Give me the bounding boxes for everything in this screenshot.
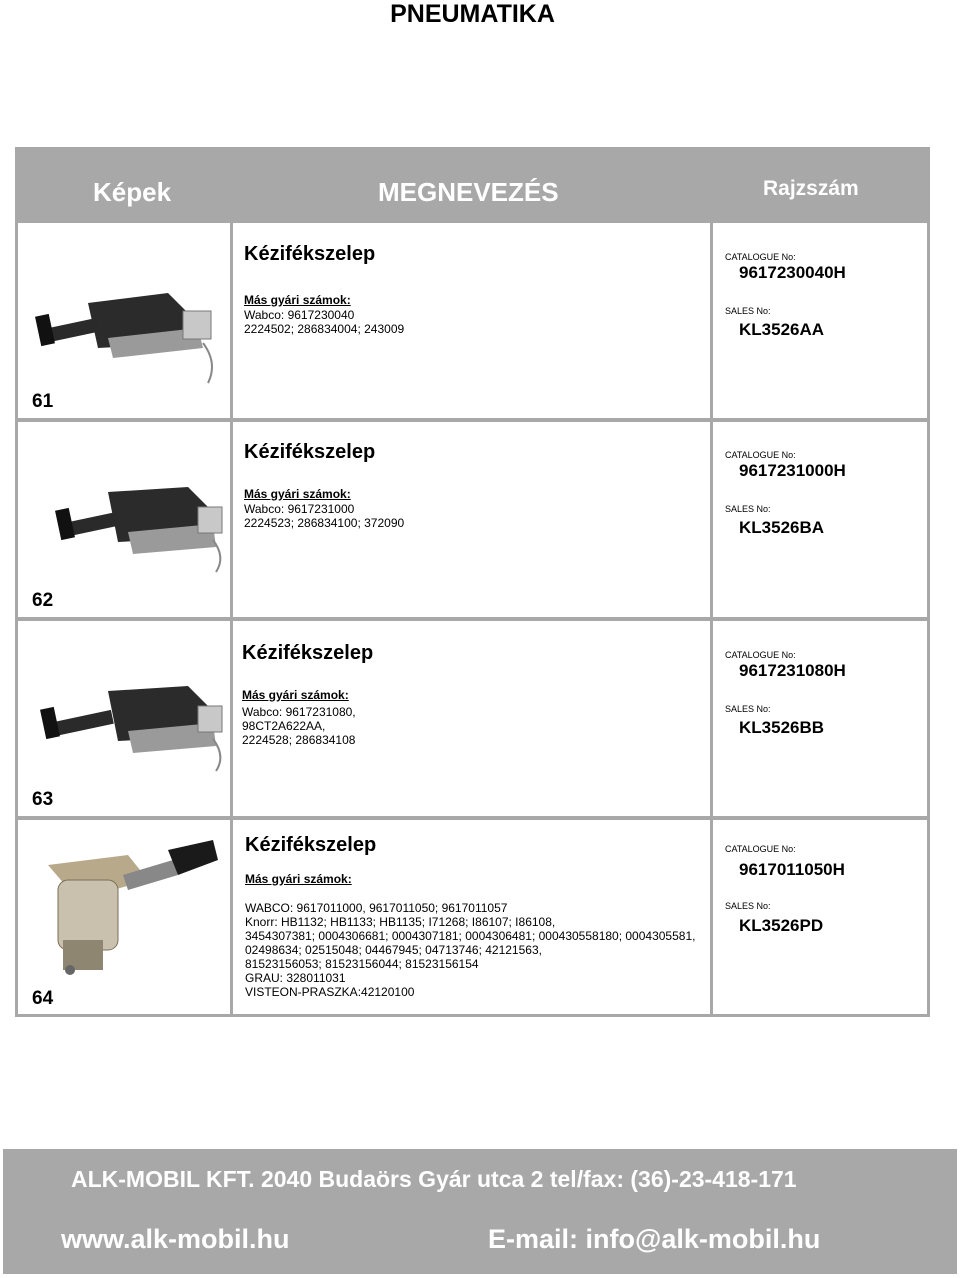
sales-number: KL3526PD — [739, 916, 824, 935]
catalogue-number: 9617231080H — [739, 661, 846, 680]
other-number-line: Wabco: 9617231080, — [242, 705, 356, 719]
website-link[interactable]: www.alk-mobil.hu — [61, 1224, 290, 1254]
code-cell — [713, 621, 927, 816]
catalogue-label: CATALOGUE No: — [725, 650, 796, 660]
row-number: 62 — [32, 590, 54, 611]
other-number-line: 3454307381; 0004306681; 0004307181; 0004306481; 000430558180; 0004305581, — [245, 929, 696, 943]
other-number-line: WABCO: 9617011000, 9617011050; 9617011057 — [245, 901, 508, 915]
catalogue-number: 9617011050H — [739, 860, 845, 879]
table-header — [15, 147, 930, 222]
code-cell — [713, 223, 927, 418]
image-cell — [18, 422, 230, 617]
table-row — [15, 820, 930, 1014]
code-cell — [713, 820, 927, 1014]
other-number-line: GRAU: 328011031 — [245, 971, 346, 985]
other-number-line: 2224523; 286834100; 372090 — [244, 516, 405, 530]
sales-label: SALES No: — [725, 704, 771, 714]
image-cell — [18, 223, 230, 418]
table-row — [15, 223, 930, 418]
other-number-line: VISTEON-PRASZKA:42120100 — [245, 985, 415, 999]
product-name: Kézifékszelep — [244, 243, 376, 265]
name-cell — [233, 621, 710, 816]
sales-label: SALES No: — [725, 504, 771, 514]
valve-image — [18, 422, 230, 617]
footer — [3, 1149, 957, 1274]
name-cell — [233, 422, 710, 617]
other-number-line: 81523156053; 81523156044; 81523156154 — [245, 957, 479, 971]
other-number-line: 2224528; 286834108 — [242, 733, 356, 747]
other-number-line: 98CT2A622AA, — [242, 719, 326, 733]
name-cell — [233, 223, 710, 418]
other-numbers-label: Más gyári számok: — [242, 688, 349, 702]
catalogue-label: CATALOGUE No: — [725, 252, 796, 262]
sales-number: KL3526BB — [739, 718, 825, 737]
catalogue-label: CATALOGUE No: — [725, 844, 796, 854]
other-number-line: Knorr: HB1132; HB1133; HB1135; I71268; I86107; I86108, — [245, 915, 556, 929]
header-megnevezes: MEGNEVEZÉS — [378, 177, 559, 207]
header-rajzszam: Rajzszám — [763, 177, 859, 200]
page-title: PNEUMATIKA — [390, 0, 555, 28]
other-numbers-label: Más gyári számok: — [244, 487, 351, 501]
image-cell — [18, 621, 230, 816]
other-number-line: 02498634; 02515048; 04467945; 04713746; 42121563, — [245, 943, 542, 957]
valve-image — [18, 223, 230, 418]
product-name: Kézifékszelep — [242, 642, 374, 664]
image-cell — [18, 820, 230, 1014]
catalogue-number: 9617230040H — [739, 263, 846, 282]
product-name: Kézifékszelep — [244, 441, 376, 463]
header-kepek: Képek — [93, 177, 172, 207]
catalogue-number: 9617231000H — [739, 461, 846, 480]
other-number-line: Wabco: 9617231000 — [244, 502, 355, 516]
product-table — [15, 147, 930, 1017]
table-row — [15, 621, 930, 816]
sales-label: SALES No: — [725, 306, 771, 316]
table-row — [15, 422, 930, 617]
other-numbers-label: Más gyári számok: — [244, 293, 351, 307]
valve-image — [18, 621, 230, 816]
other-numbers-label: Más gyári számok: — [245, 872, 352, 886]
other-number-line: 2224502; 286834004; 243009 — [244, 322, 405, 336]
row-number: 63 — [32, 789, 54, 810]
row-number: 61 — [32, 391, 54, 412]
sales-number: KL3526BA — [739, 518, 825, 537]
code-cell — [713, 422, 927, 617]
name-cell — [233, 820, 710, 1014]
company-line: ALK-MOBIL KFT. 2040 Budaörs Gyár utca 2 tel/fax: (36)-23-418-171 — [71, 1166, 797, 1192]
product-name: Kézifékszelep — [245, 834, 377, 856]
email-link[interactable]: E-mail: info@alk-mobil.hu — [488, 1224, 821, 1254]
sales-number: KL3526AA — [739, 320, 825, 339]
other-number-line: Wabco: 9617230040 — [244, 308, 355, 322]
row-number: 64 — [32, 988, 54, 1009]
sales-label: SALES No: — [725, 901, 771, 911]
valve-image — [18, 820, 230, 1014]
catalogue-label: CATALOGUE No: — [725, 450, 796, 460]
